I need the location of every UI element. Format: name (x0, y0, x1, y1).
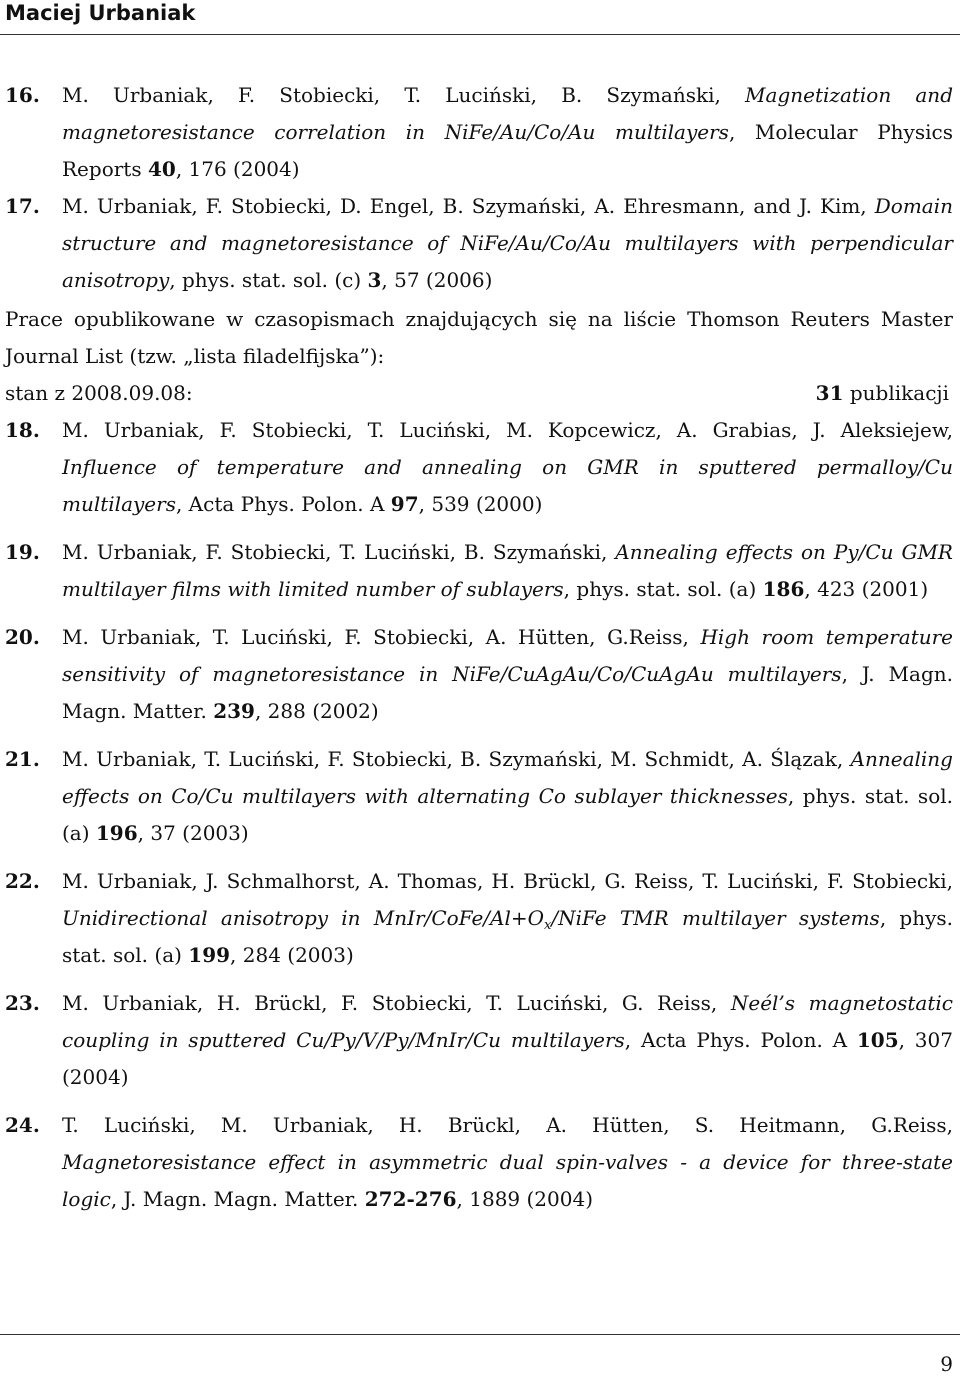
entry-number: 21. (5, 747, 40, 771)
entry-pages: , 288 (2002) (254, 699, 379, 723)
entry-authors: M. Urbaniak, F. Stobiecki, D. Engel, B. Szymański, A. Ehresmann, and J. Kim, (62, 194, 875, 218)
entry-pages: , 37 (2003) (137, 821, 249, 845)
entry-authors: M. Urbaniak, F. Stobiecki, T. Luciński, M. Kopcewicz, A. Grabias, J. Aleksiejew, (62, 418, 953, 442)
entry-pages: , 57 (2006) (381, 268, 493, 292)
publication-entry (5, 863, 953, 974)
footer-rule (0, 1334, 960, 1335)
entry-title: Annealing effects on Co/Cu multilayers with alternating Co sublayer thicknesses (62, 747, 953, 808)
entry-number: 16. (5, 83, 40, 107)
entry-authors: M. Urbaniak, J. Schmalhorst, A. Thomas, H. Brückl, G. Reiss, T. Luciński, F. Stobiecki, (62, 869, 953, 893)
header-rule (0, 34, 960, 35)
entry-journal: , phys. stat. sol. (a) (563, 577, 763, 601)
publication-entry (5, 534, 953, 608)
publication-count-label: publikacji (843, 381, 949, 405)
entry-pages: , 307 (2004) (62, 1028, 953, 1089)
entry-pages: , 539 (2000) (418, 492, 543, 516)
entry-title: Neél’s magnetostatic coupling in sputtered Cu/Py/V/Py/MnIr/Cu multilayers (62, 991, 953, 1052)
publication-entry (5, 412, 953, 523)
section-intro-text: Prace opublikowane w czasopismach znajdujących się na liście Thomson Reuters Master Journal List (tzw. „lista filadelfijska”): (5, 307, 953, 368)
entry-title-part-b: /NiFe TMR multilayer systems (551, 906, 880, 930)
entry-number: 17. (5, 194, 40, 218)
entry-pages: , 176 (2004) (175, 157, 300, 181)
entry-volume: 97 (390, 492, 419, 516)
entry-title: Domain structure and magnetoresistance of NiFe/Au/Co/Au multilayers with perpendicular anisotropy (62, 194, 953, 292)
entry-journal: , phys. stat. sol. (a) (62, 906, 953, 967)
publication-list (5, 77, 953, 1218)
entry-authors: M. Urbaniak, F. Stobiecki, T. Luciński, B. Szymański, (62, 540, 616, 564)
entry-volume: 3 (367, 268, 382, 292)
entry-title-subscript: x (544, 918, 552, 933)
publication-entry (5, 741, 953, 852)
entry-title: Magnetization and magnetoresistance correlation in NiFe/Au/Co/Au multilayers (62, 83, 953, 144)
entry-journal: , phys. stat. sol. (a) (62, 784, 953, 845)
entry-journal: , phys. stat. sol. (c) (169, 268, 368, 292)
entry-authors: M. Urbaniak, T. Luciński, F. Stobiecki, A. Hütten, G.Reiss, (62, 625, 701, 649)
entry-pages: , 1889 (2004) (456, 1187, 594, 1211)
entry-number: 19. (5, 540, 40, 564)
entry-title: Magnetoresistance effect in asymmetric dual spin-valves - a device for three-state logic (62, 1150, 953, 1211)
page-number: 9 (940, 1352, 953, 1376)
entry-volume: 40 (147, 157, 176, 181)
entry-volume: 186 (762, 577, 805, 601)
entry-authors: M. Urbaniak, T. Luciński, F. Stobiecki, B. Szymański, M. Schmidt, A. Ślązak, (62, 747, 851, 771)
entry-title: Influence of temperature and annealing on GMR in sputtered permalloy/Cu multilayers (62, 455, 953, 516)
entry-volume: 199 (188, 943, 231, 967)
publication-entry (5, 985, 953, 1096)
entry-journal: , Acta Phys. Polon. A (624, 1028, 857, 1052)
status-row (5, 375, 953, 412)
entry-authors: M. Urbaniak, F. Stobiecki, T. Luciński, B. Szymański, (62, 83, 746, 107)
publication-count (816, 375, 949, 412)
entry-number: 23. (5, 991, 40, 1015)
entry-volume: 239 (213, 699, 255, 723)
running-header-author: Maciej Urbaniak (5, 1, 196, 25)
entry-authors: T. Luciński, M. Urbaniak, H. Brückl, A. Hütten, S. Heitmann, G.Reiss, (62, 1113, 953, 1137)
entry-number: 18. (5, 418, 40, 442)
entry-number: 22. (5, 869, 40, 893)
publication-entry (5, 188, 953, 299)
entry-title: High room temperature sensitivity of magnetoresistance in NiFe/CuAgAu/Co/CuAgAu multilayers (62, 625, 954, 686)
entry-journal: , J. Magn. Magn. Matter. (62, 662, 953, 723)
entry-journal: , Acta Phys. Polon. A (175, 492, 391, 516)
entry-volume: 105 (856, 1028, 899, 1052)
entry-title-part-a: Unidirectional anisotropy in MnIr/CoFe/Al+O (62, 906, 545, 930)
entry-authors: M. Urbaniak, H. Brückl, F. Stobiecki, T. Luciński, G. Reiss, (62, 991, 731, 1015)
entry-pages: , 284 (2003) (230, 943, 354, 967)
entry-volume: 196 (95, 821, 138, 845)
entry-journal: , J. Magn. Magn. Matter. (110, 1187, 365, 1211)
publication-entry (5, 619, 953, 730)
publication-entry (5, 1107, 953, 1218)
entry-title (62, 906, 880, 933)
entry-volume: 272-276 (364, 1187, 457, 1211)
entry-number: 20. (5, 625, 40, 649)
entry-pages: , 423 (2001) (804, 577, 929, 601)
status-date-label: stan z 2008.09.08: (5, 381, 193, 405)
publication-count-number: 31 (815, 381, 844, 405)
entry-title: Annealing effects on Py/Cu GMR multilayer films with limited number of sublayers (62, 540, 953, 601)
entry-journal: , Molecular Physics Reports (62, 120, 953, 181)
entry-number: 24. (5, 1113, 40, 1137)
publication-entry (5, 77, 953, 188)
